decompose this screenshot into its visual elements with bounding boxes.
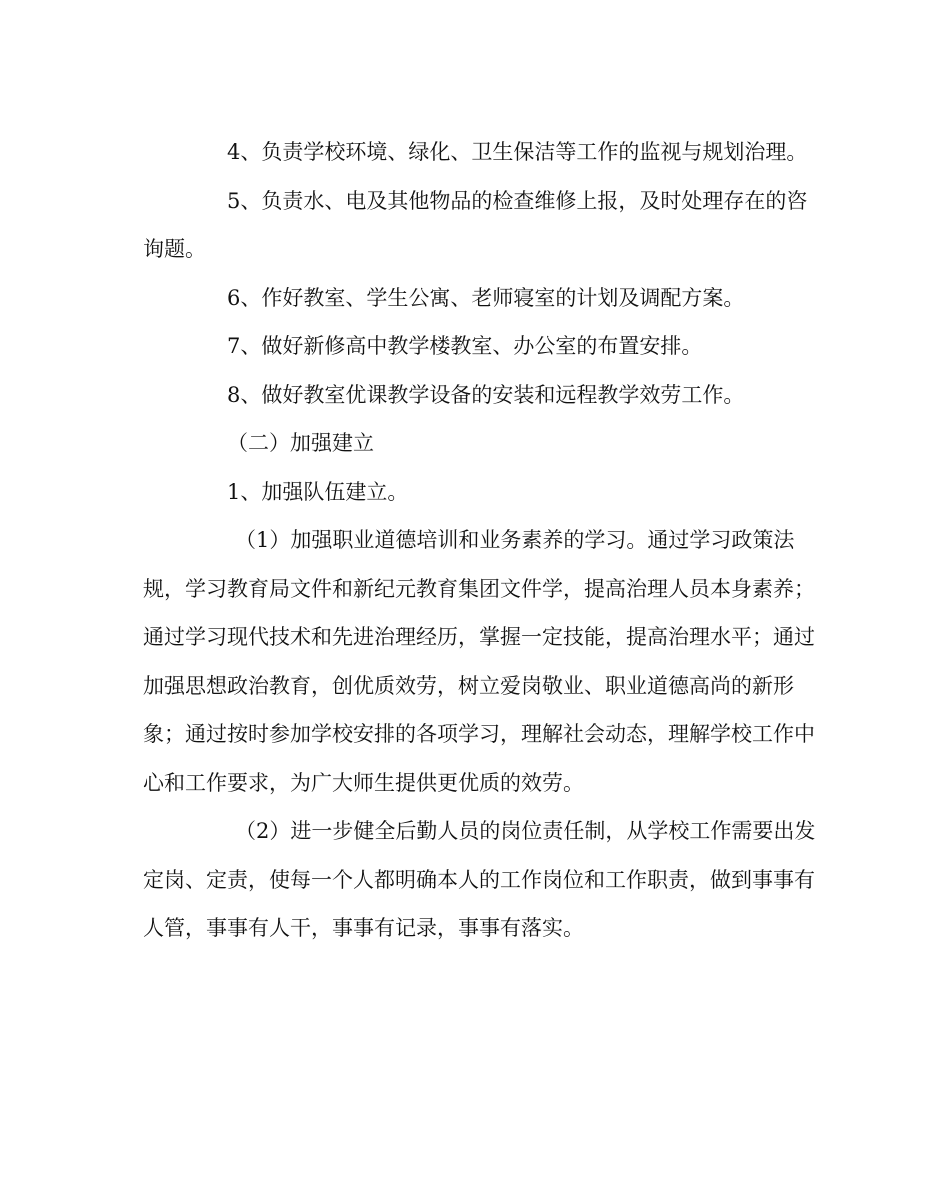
subsection-heading: 1、加强队伍建立。	[227, 479, 409, 504]
paragraph-item-4: 4、负责学校环境、绿化、卫生保洁等工作的监视与规划治理。	[227, 140, 808, 164]
paragraph-responsibility: （2）进一步健全后勤人员的岗位责任制，从学校工作需要出发定岗、定责，使每一个人都明确本人的工作岗位和工作职责，做到事事有人管，事事有人干，事事有记录，事事有落实。	[143, 819, 816, 940]
document-body	[143, 128, 823, 953]
paragraph-item-6: 6、作好教室、学生公寓、老师寝室的计划及调配方案。	[227, 285, 745, 310]
paragraph-item-5: 5、负责水、电及其他物品的检查维修上报，及时处理存在的咨询题。	[143, 188, 808, 261]
paragraph-item-7: 7、做好新修高中教学楼教室、办公室的布置安排。	[227, 334, 703, 358]
paragraph-training: （1）加强职业道德培训和业务素养的学习。通过学习政策法规，学习教育局文件和新纪元教育集团文件学，提高治理人员本身素养；通过学习现代技术和先进治理经历，掌握一定技能，提高治理水平；通过加强思想政治教育，创优质效劳，树立爱岗敬业、职业道德高尚的新形象；通过按时参加学校安排的各项学习，理解社会动态，理解学校工作中心和工作要求，为广大师生提供更优质的效劳。	[143, 528, 815, 795]
paragraph-item-8: 8、做好教室优课教学设备的安装和远程教学效劳工作。	[227, 382, 745, 407]
section-heading: （二）加强建立	[227, 431, 374, 455]
